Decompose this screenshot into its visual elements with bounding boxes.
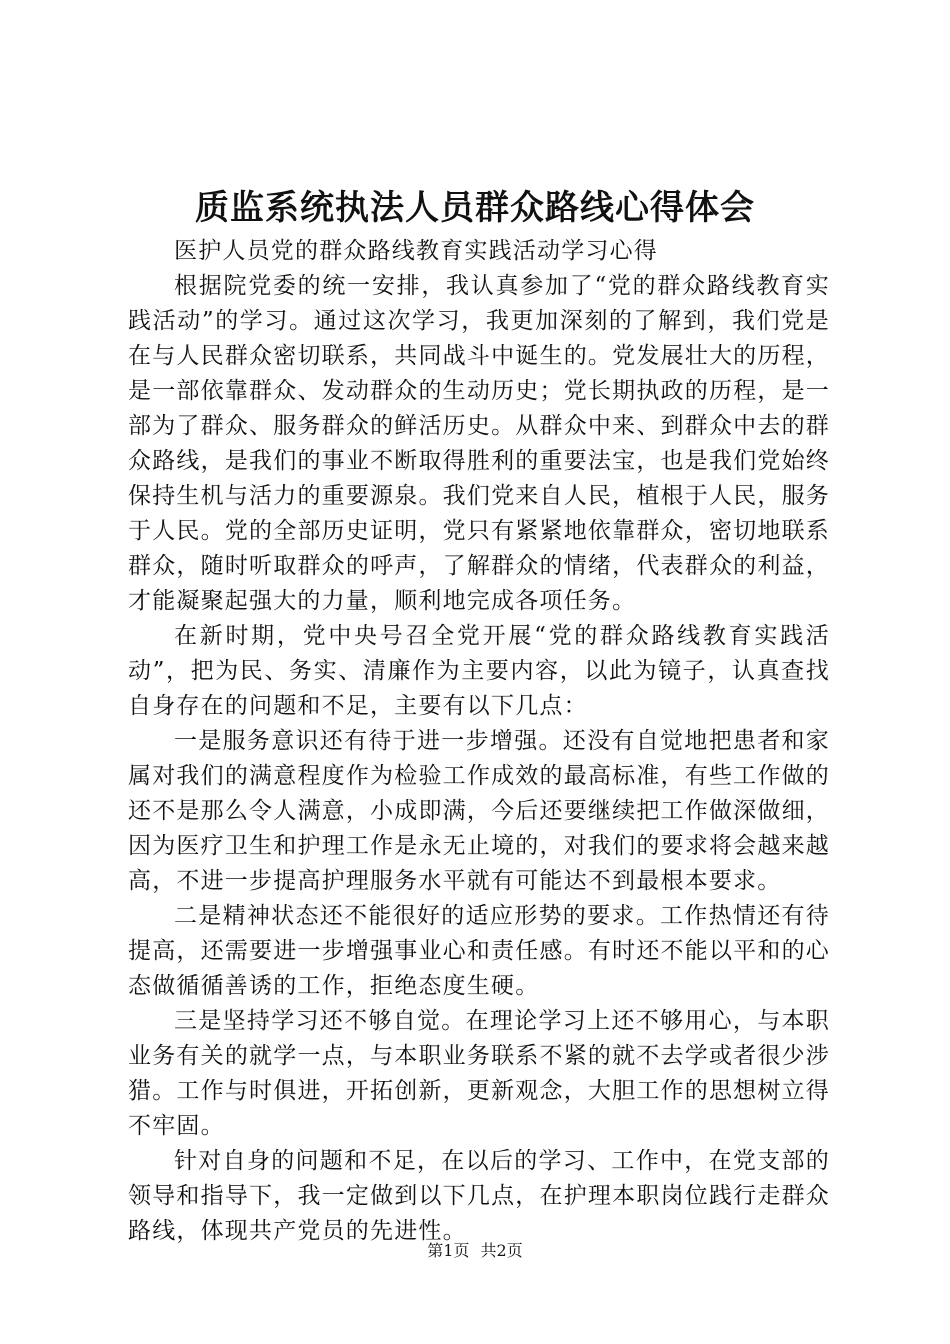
paragraph: 二是精神状态还不能很好的适应形势的要求。工作热情还有待提高，还需要进一步增强事业心和责任感。有时还不能以平和的心态做循循善诱的工作，拒绝态度生硬。 — [128, 903, 830, 999]
document-subtitle: 医护人员党的群众路线教育实践活动学习心得 — [174, 238, 658, 264]
paragraph: 针对自身的问题和不足，在以后的学习、工作中，在党支部的领导和指导下，我一定做到以下几点，在护理本职岗位践行走群众路线，体现共产党员的先进性。 — [128, 1148, 830, 1244]
document-title: 质监系统执法人员群众路线心得体会 — [195, 188, 755, 228]
paragraph: 一是服务意识还有待于进一步增强。还没有自觉地把患者和家属对我们的满意程度作为检验工作成效的最高标准，有些工作做的还不是那么令人满意，小成即满，今后还要继续把工作做深做细，因为医疗卫生和护理工作是永无止境的，对我们的要求将会越来越高，不进一步提高护理服务水平就有可能达不到最根本要求。 — [128, 728, 830, 894]
paragraph: 三是坚持学习还不够自觉。在理论学习上还不够用心，与本职业务有关的就学一点，与本职业务联系不紧的就不去学或者很少涉猎。工作与时俱进，开拓创新，更新观念，大胆工作的思想树立得不牢固。 — [128, 1008, 830, 1139]
page-total: 共2页 — [480, 1241, 523, 1260]
page-footer — [0, 1240, 950, 1262]
page-number: 第1页 — [427, 1241, 470, 1260]
paragraph: 根据院党委的统一安排，我认真参加了“党的群众路线教育实践活动”的学习。通过这次学习，我更加深刻的了解到，我们党是在与人民群众密切联系，共同战斗中诞生的。党发展壮大的历程，是一部依靠群众、发动群众的生动历史；党长期执政的历程，是一部为了群众、服务群众的鲜活历史。从群众中来、到群众中去的群众路线，是我们的事业不断取得胜利的重要法宝，也是我们党始终保持生机与活力的重要源泉。我们党来自人民，植根于人民，服务于人民。党的全部历史证明，党只有紧紧地依靠群众，密切地联系群众，随时听取群众的呼声，了解群众的情绪，代表群众的利益，才能凝聚起强大的力量，顺利地完成各项任务。 — [128, 273, 830, 614]
document-body — [128, 234, 830, 1249]
paragraph: 在新时期，党中央号召全党开展“党的群众路线教育实践活动”，把为民、务实、清廉作为主要内容，以此为镜子，认真查找自身存在的问题和不足，主要有以下几点： — [128, 623, 830, 719]
